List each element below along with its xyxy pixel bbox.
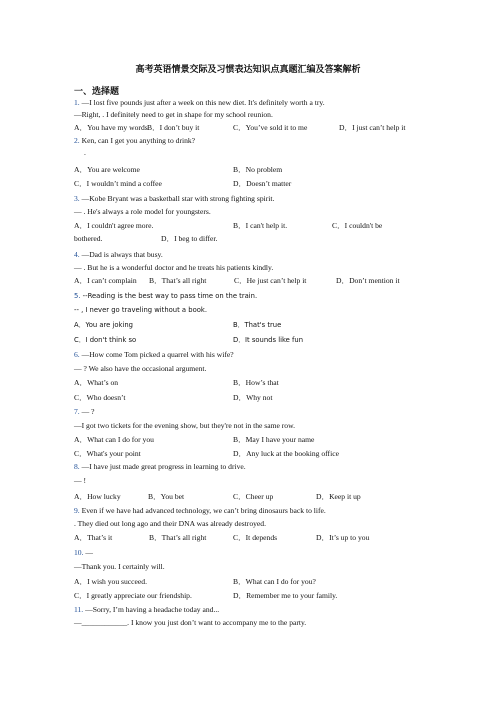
question-number: 6. xyxy=(74,350,80,359)
option-a[interactable]: A．I couldn't agree more. xyxy=(74,221,154,230)
option-d[interactable]: D．Any luck at the booking office xyxy=(233,449,339,458)
question-number: 11. xyxy=(74,605,84,614)
option-c[interactable]: C．Cheer up xyxy=(233,492,274,501)
option-b[interactable]: B．May I have your name xyxy=(233,435,315,444)
option-c[interactable]: C．Who doesn’t xyxy=(74,393,126,402)
question-5-line2: -- , I never go traveling without a book. xyxy=(74,306,207,314)
question-1-stem: 1. —I lost five pounds just after a week on this new diet. It's definitely worth a try. xyxy=(74,98,325,107)
document-title: 高考英语情景交际及习惯表达知识点真题汇编及答案解析 xyxy=(135,65,361,75)
option-d[interactable]: D．It’s up to you xyxy=(316,533,370,542)
question-5-stem: 5. --Reading is the best way to pass time on the train. xyxy=(74,292,258,300)
question-7-stem: 7. — ? xyxy=(74,407,95,416)
question-8-stem: 8. —I have just made great progress in learning to drive. xyxy=(74,462,246,471)
question-10-stem: 10. — xyxy=(74,548,93,557)
question-3-options xyxy=(74,221,383,230)
option-a[interactable]: A．You are joking xyxy=(74,321,133,329)
question-number: 5. xyxy=(74,292,81,300)
question-number: 10. xyxy=(74,548,84,557)
question-7-line2: —I got two tickets for the evening show, but they're not in the same row. xyxy=(74,421,295,430)
question-9-line2: . They died out long ago and their DNA was already destroyed. xyxy=(74,519,266,528)
option-a[interactable]: A．What’s on xyxy=(74,378,119,387)
question-number: 8. xyxy=(74,462,80,471)
question-9-stem: 9. Even if we have had advanced technology, we can’t bring dinosaurs back to life. xyxy=(74,506,326,515)
question-number: 3. xyxy=(74,194,80,203)
question-number: 1. xyxy=(74,98,80,107)
question-11-stem: 11. —Sorry, I’m having a headache today and... xyxy=(74,605,220,614)
option-b[interactable]: B．I don’t buy it xyxy=(147,123,200,132)
option-b[interactable]: B．That's true xyxy=(233,321,282,329)
question-number: 9. xyxy=(74,506,80,515)
question-number: 7. xyxy=(74,407,80,416)
option-d[interactable]: D．Remember me to your family. xyxy=(233,591,338,600)
option-a[interactable]: A．You are welcome xyxy=(74,165,140,174)
option-b[interactable]: B．How’s that xyxy=(233,378,279,387)
question-4-options xyxy=(74,276,400,285)
question-number: 4. xyxy=(74,250,80,259)
question-4-line2: — . But he is a wonderful doctor and he treats his patients kindly. xyxy=(74,263,274,272)
option-d[interactable]: D．Keep it up xyxy=(316,492,361,501)
option-c-cont: bothered. xyxy=(74,234,103,243)
option-d[interactable]: D．Why not xyxy=(233,393,273,402)
option-b[interactable]: B．That’s all right xyxy=(149,276,207,285)
option-d[interactable]: D．I beg to differ. xyxy=(161,234,218,243)
option-a[interactable]: A．That’s it xyxy=(74,533,113,542)
option-d[interactable]: D．Don’t mention it xyxy=(336,276,400,285)
question-2-line2: . xyxy=(84,148,86,157)
option-c[interactable]: C．I greatly appreciate our friendship. xyxy=(74,591,192,600)
option-a[interactable]: A．I wish you succeed. xyxy=(74,577,147,586)
question-8-options xyxy=(74,492,361,501)
option-d[interactable]: D．It sounds like fun xyxy=(233,336,304,344)
option-d[interactable]: D．Doesn’t matter xyxy=(233,179,292,188)
option-d[interactable]: D．I just can’t help it xyxy=(339,123,406,132)
question-3-stem: 3. —Kobe Bryant was a basketball star with strong fighting spirit. xyxy=(74,194,275,203)
question-9-options xyxy=(74,533,370,542)
option-b[interactable]: B．What can I do for you? xyxy=(233,577,316,586)
section-heading: 一、选择题 xyxy=(74,87,120,97)
question-1-options xyxy=(74,123,406,132)
option-c[interactable]: C．I wouldn’t mind a coffee xyxy=(74,179,162,188)
option-c[interactable]: C．It depends xyxy=(233,533,278,542)
question-6-line2: — ? We also have the occasional argument. xyxy=(74,364,207,373)
option-b[interactable]: B．No problem xyxy=(233,165,283,174)
question-2-stem: 2. Ken, can I get you anything to drink? xyxy=(74,136,196,145)
option-c[interactable]: C．You’ve sold it to me xyxy=(233,123,308,132)
option-a[interactable]: A．You have my words xyxy=(74,123,148,132)
question-3-options-cont xyxy=(74,234,218,243)
option-c[interactable]: C．I don't think so xyxy=(74,336,137,344)
question-11-line2: —____________. I know you just don’t want to accompany me to the party. xyxy=(74,618,307,627)
option-a[interactable]: A．I can’t complain xyxy=(74,276,137,285)
question-1-line2: —Right, . I definitely need to get in shape for my school reunion. xyxy=(74,110,273,119)
option-a[interactable]: A．What can I do for you xyxy=(74,435,154,444)
question-8-line2: — ! xyxy=(74,476,87,485)
question-number: 2. xyxy=(74,136,80,145)
option-c[interactable]: C．I couldn't be xyxy=(332,221,383,230)
question-10-line2: —Thank you. I certainly will. xyxy=(74,562,165,571)
option-a[interactable]: A．How lucky xyxy=(74,492,121,501)
option-b[interactable]: B．That’s all right xyxy=(149,533,207,542)
question-4-stem: 4. —Dad is always that busy. xyxy=(74,250,163,259)
question-6-stem: 6. —How come Tom picked a quarrel with his wife? xyxy=(74,350,234,359)
question-3-line2: — . He's always a role model for youngsters. xyxy=(74,207,211,216)
option-c[interactable]: C．He just can’t help it xyxy=(234,276,307,285)
option-c[interactable]: C．What's your point xyxy=(74,449,141,458)
option-b[interactable]: B．I can't help it. xyxy=(233,221,288,230)
option-b[interactable]: B．You bet xyxy=(148,492,185,501)
